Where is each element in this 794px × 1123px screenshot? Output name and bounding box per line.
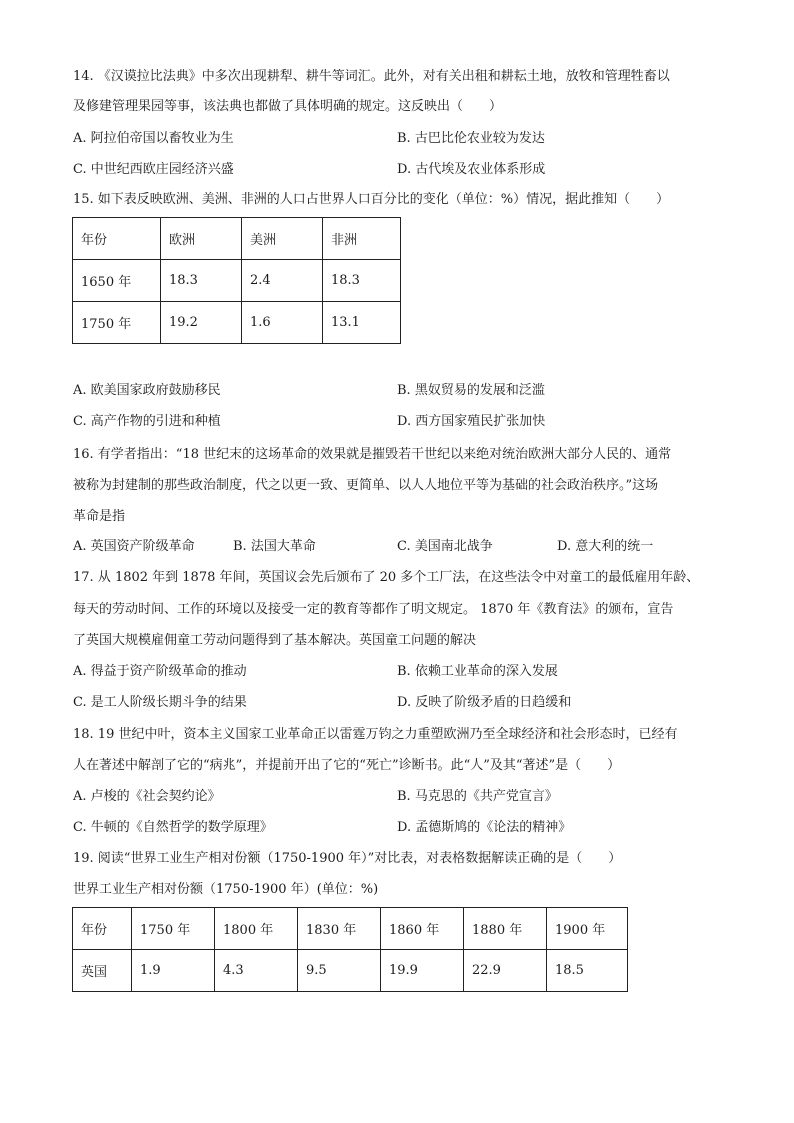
q16-option-a[interactable]: A. 英国资产阶级革命 [73,539,195,554]
q19-stem-line-1: 19. 阅读“世界工业生产相对份额（1750-1900 年）”对比表，对表格数据解读正确的是（ ） [73,851,622,866]
q17-option-d[interactable]: D. 反映了阶级矛盾的日趋缓和 [397,695,572,710]
table-header-row [73,908,628,950]
table-cell: 英国 [73,950,132,992]
table-cell: 年份 [73,908,132,950]
q14-option-d[interactable]: D. 古代埃及农业体系形成 [397,162,546,177]
table-header-row [73,218,401,260]
table-cell: 年份 [73,218,161,260]
table-cell: 2.4 [242,260,323,302]
table-cell: 欧洲 [161,218,242,260]
q17-stem-line-2: 每天的劳动时间、工作的环境以及接受一定的教育等都作了明文规定。 1870 年《教育法》的颁布，宣告 [73,602,674,617]
table-cell: 13.1 [323,302,401,344]
table-cell: 19.9 [381,950,464,992]
table-cell: 1650 年 [73,260,161,302]
q17-stem-line-3: 了英国大规模雇佣童工劳动问题得到了基本解决。英国童工问题的解决 [73,633,477,648]
q16-stem-line-3: 革命是指 [73,509,126,524]
q18-option-c[interactable]: C. 牛顿的《自然哲学的数学原理》 [73,820,273,835]
table-cell: 1830 年 [298,908,381,950]
q18-option-a[interactable]: A. 卢梭的《社会契约论》 [73,789,221,804]
q17-option-b[interactable]: B. 依赖工业革命的深入发展 [397,664,558,679]
table-cell: 1860 年 [381,908,464,950]
table-cell: 9.5 [298,950,381,992]
q18-option-b[interactable]: B. 马克思的《共产党宣言》 [397,789,558,804]
population-table [72,217,401,344]
q18-stem-line-1: 18. 19 世纪中叶，资本主义国家工业革命正以雷霆万钧之力重塑欧洲乃至全球经济和社会形态时，已经有 [73,727,678,742]
q18-stem-line-2: 人在著述中解剖了它的“病兆”，并提前开出了它的“死亡”诊断书。此“人”及其“著述”是（ ） [73,758,621,773]
q18-option-d[interactable]: D. 孟德斯鸠的《论法的精神》 [397,820,572,835]
table-cell: 1750 年 [132,908,215,950]
table-row [73,260,401,302]
q16-option-b[interactable]: B. 法国大革命 [233,539,316,554]
table-cell: 1750 年 [73,302,161,344]
table-cell: 1880 年 [464,908,547,950]
q14-option-b[interactable]: B. 古巴比伦农业较为发达 [397,131,545,146]
q14-option-c[interactable]: C. 中世纪西欧庄园经济兴盛 [73,162,234,177]
q17-option-a[interactable]: A. 得益于资产阶级革命的推动 [73,664,247,679]
q14-stem-line-1: 14. 《汉谟拉比法典》中多次出现耕犁、耕牛等词汇。此外，对有关出租和耕耘土地，放牧和管理牲畜以 [73,69,670,84]
q15-option-c[interactable]: C. 高产作物的引进和种植 [73,414,221,429]
q14-option-a[interactable]: A. 阿拉伯帝国以畜牧业为生 [73,131,234,146]
table-cell: 1.6 [242,302,323,344]
q15-option-d[interactable]: D. 西方国家殖民扩张加快 [397,414,546,429]
table-cell: 1800 年 [215,908,298,950]
q16-stem-line-2: 被称为封建制的那些政治制度，代之以更一致、更简单、以人人地位平等为基础的社会政治秩序。”这场 [73,478,659,493]
q16-option-c[interactable]: C. 美国南北战争 [397,539,493,554]
table-cell: 4.3 [215,950,298,992]
q17-stem-line-1: 17. 从 1802 年到 1878 年间，英国议会先后颁布了 20 多个工厂法，在这些法令中对童工的最低雇用年龄、 [73,570,700,585]
q15-stem-line-1: 15. 如下表反映欧洲、美洲、非洲的人口占世界人口百分比的变化（单位：%）情况，据此推知（ ） [73,192,670,207]
table-cell: 美洲 [242,218,323,260]
table-cell: 19.2 [161,302,242,344]
table-cell: 非洲 [323,218,401,260]
q17-option-c[interactable]: C. 是工人阶级长期斗争的结果 [73,695,247,710]
table-cell: 18.5 [547,950,628,992]
table-cell: 18.3 [323,260,401,302]
table-cell: 22.9 [464,950,547,992]
q16-option-d[interactable]: D. 意大利的统一 [557,539,654,554]
industrial-share-table [72,907,628,992]
q15-option-a[interactable]: A. 欧美国家政府鼓励移民 [73,383,221,398]
table-row [73,302,401,344]
table-cell: 1.9 [132,950,215,992]
q16-stem-line-1: 16. 有学者指出：“18 世纪末的这场革命的效果就是摧毁若干世纪以来绝对统治欧洲大部分人民的、通常 [73,447,672,462]
q15-option-b[interactable]: B. 黑奴贸易的发展和泛滥 [397,383,545,398]
q14-stem-line-2: 及修建管理果园等事，该法典也都做了具体明确的规定。这反映出（ ） [73,99,503,114]
table-row [73,950,628,992]
table-cell: 1900 年 [547,908,628,950]
table-caption: 世界工业生产相对份额（1750-1900 年）(单位：%) [73,882,379,897]
table-cell: 18.3 [161,260,242,302]
